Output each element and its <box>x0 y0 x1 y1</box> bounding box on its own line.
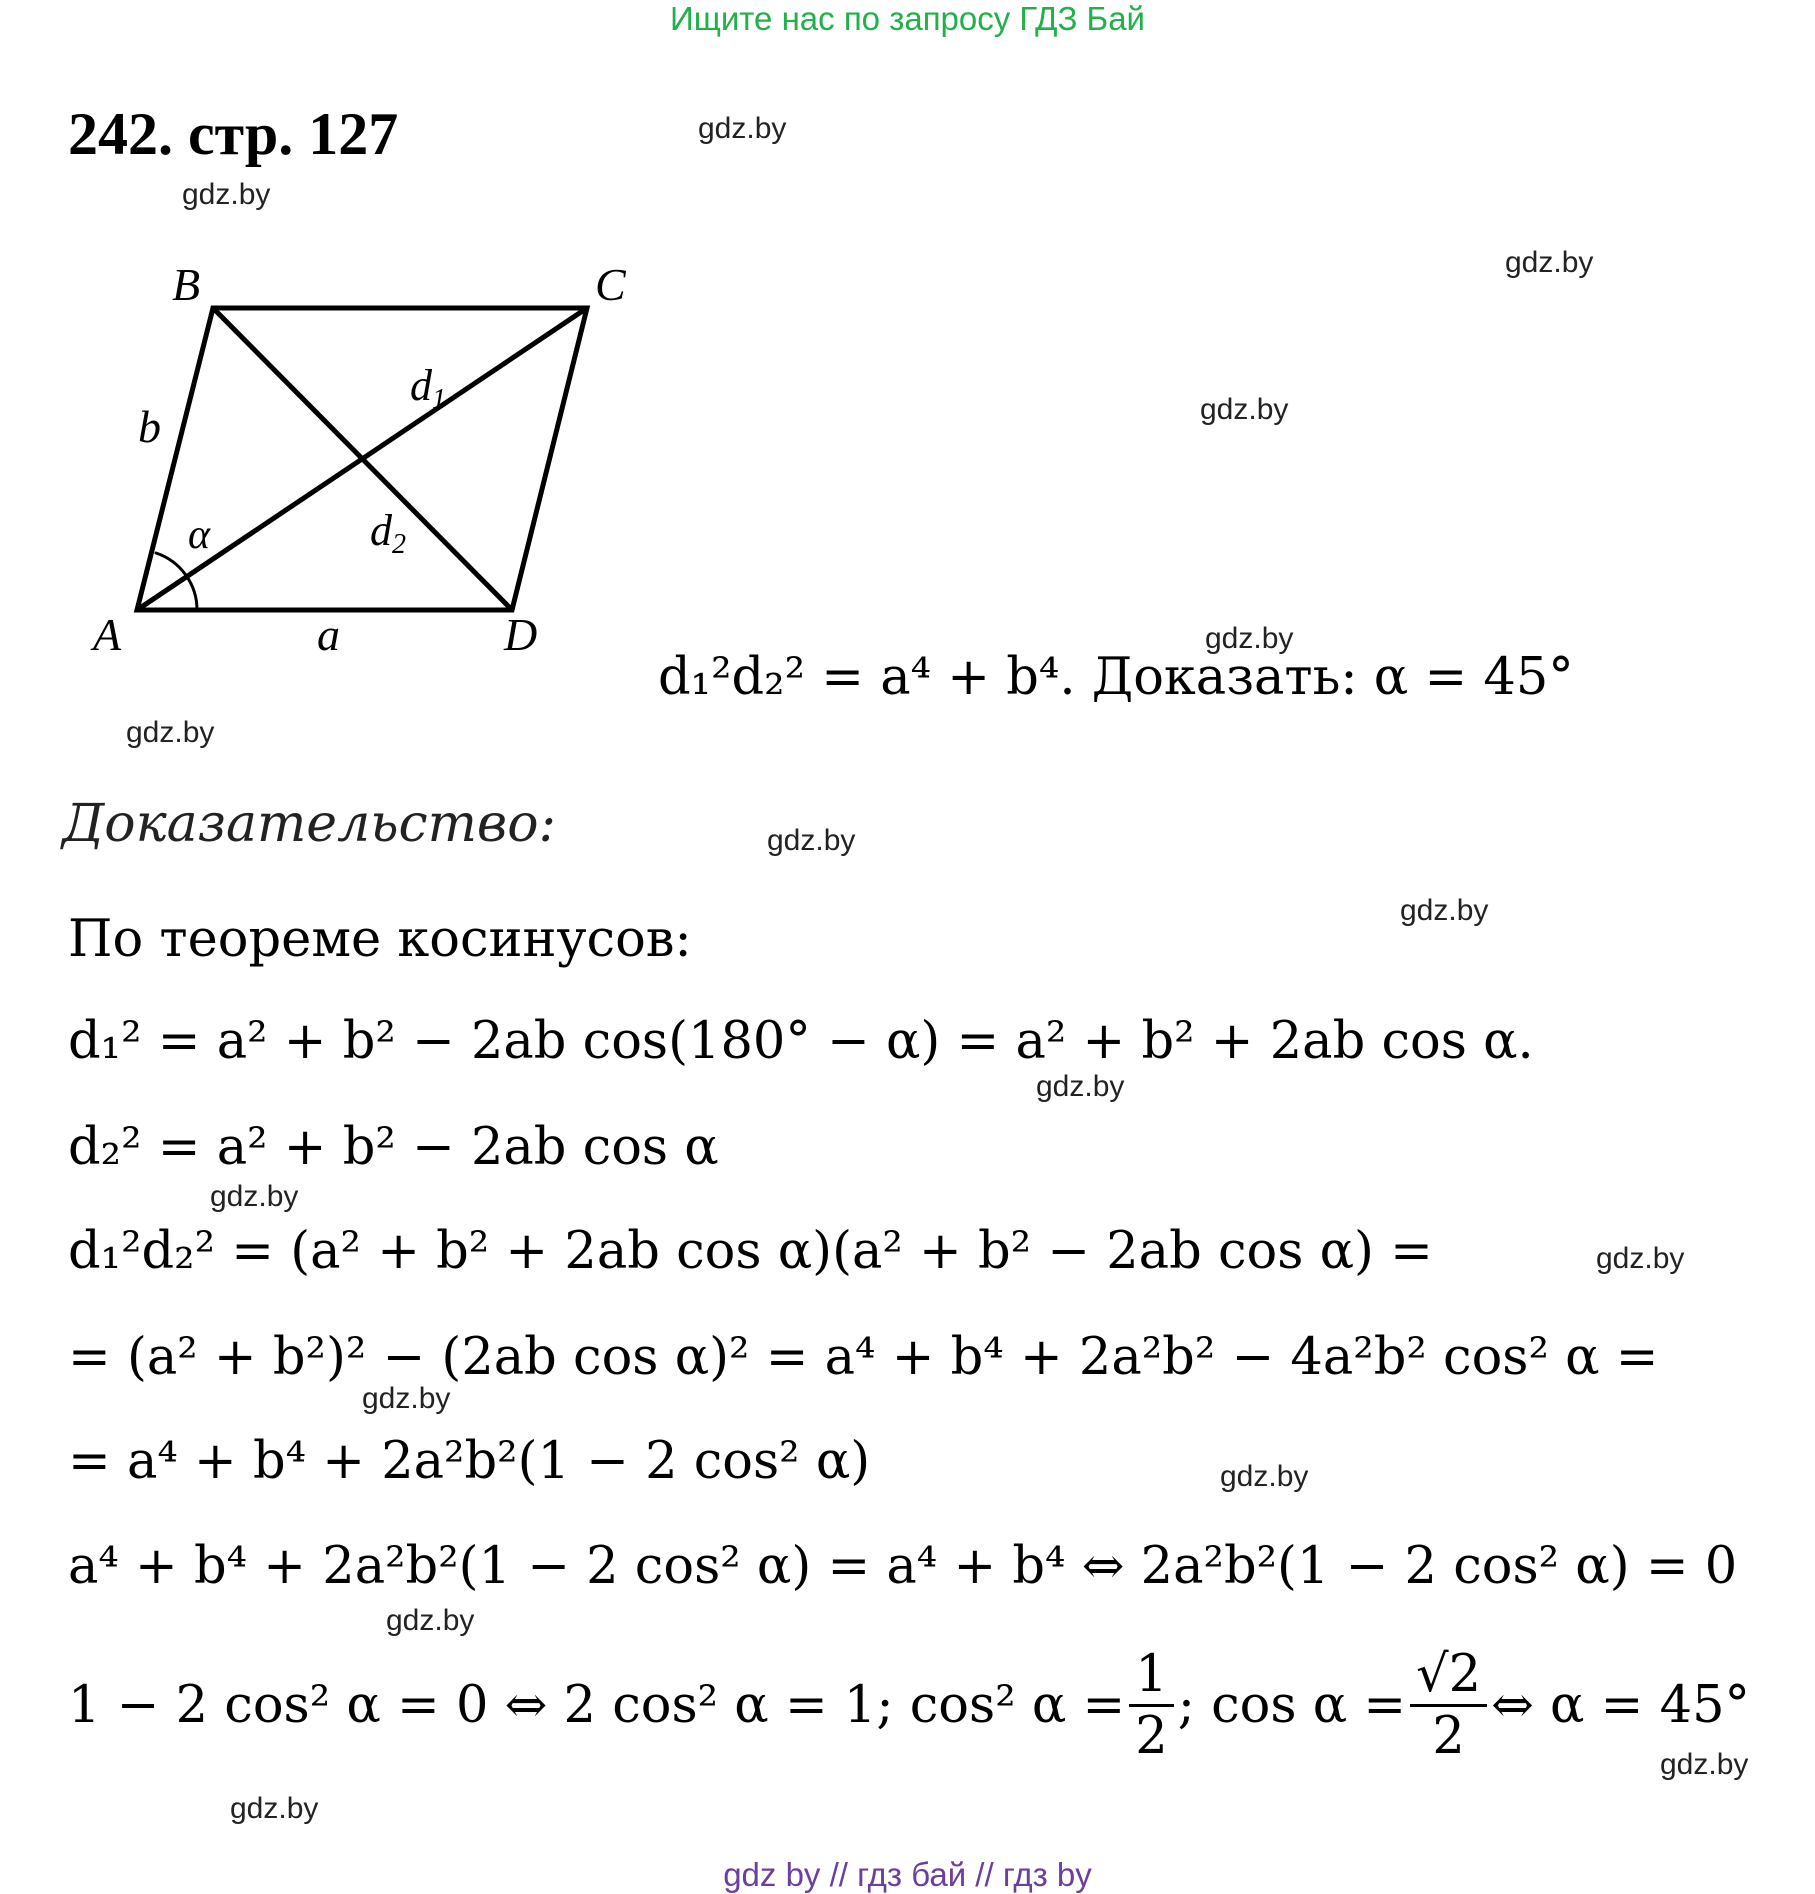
footer-links[interactable]: gdz by // гдз бай // гдз by <box>723 1856 1092 1893</box>
watermark: gdz.by <box>1400 894 1489 927</box>
equation-line-7 <box>68 1645 1750 1766</box>
problem-title: 242. стр. 127 <box>68 101 399 167</box>
fraction-root2-half-denominator: 2 <box>1432 1707 1465 1766</box>
equation-line-7-part2: ; cos α = <box>1177 1676 1407 1735</box>
watermark: gdz.by <box>1660 1748 1749 1781</box>
side-label-a: a <box>317 609 340 660</box>
watermark: gdz.by <box>362 1382 451 1415</box>
vertex-label-a: A <box>93 609 122 660</box>
watermark: gdz.by <box>1220 1460 1309 1493</box>
vertex-label-d: D <box>504 609 538 660</box>
fraction-one-half <box>1129 1645 1173 1766</box>
angle-label-alpha: α <box>188 512 211 558</box>
watermark: gdz.by <box>1036 1070 1125 1103</box>
watermark: gdz.by <box>1505 246 1594 279</box>
fraction-root2-half-numerator: √2 <box>1410 1645 1487 1707</box>
search-banner: Ищите нас по запросу ГДЗ Бай <box>670 0 1145 37</box>
diag1-label: d1 <box>410 361 446 415</box>
equation-line-4: = (a² + b²)² − (2ab cos α)² = a⁴ + b⁴ + 2a²b² − 4a²b² cos² α = <box>68 1328 1659 1387</box>
equation-line-2: d₂² = a² + b² − 2ab cos α <box>68 1118 719 1177</box>
watermark: gdz.by <box>1596 1242 1685 1275</box>
watermark: gdz.by <box>126 716 215 749</box>
side-label-b: b <box>138 401 161 452</box>
watermark: gdz.by <box>230 1792 319 1825</box>
equation-line-7-part1: 1 − 2 cos² α = 0 ⇔ 2 cos² α = 1; cos² α = <box>68 1676 1126 1735</box>
watermark: gdz.by <box>1200 393 1289 426</box>
fraction-one-half-denominator: 2 <box>1135 1707 1168 1766</box>
diag2-label: d2 <box>370 506 406 560</box>
watermark: gdz.by <box>182 178 271 211</box>
given-statement: d₁²d₂² = a⁴ + b⁴. Доказать: α = 45° <box>658 648 1574 707</box>
watermark: gdz.by <box>386 1604 475 1637</box>
proof-intro: По теореме косинусов: <box>68 910 692 969</box>
fraction-one-half-numerator: 1 <box>1129 1645 1173 1707</box>
watermark: gdz.by <box>698 112 787 145</box>
watermark: gdz.by <box>767 824 856 857</box>
watermark: gdz.by <box>210 1180 299 1213</box>
equation-line-1: d₁² = a² + b² − 2ab cos(180° − α) = a² + b² + 2ab cos α. <box>68 1012 1534 1071</box>
fraction-root2-half <box>1410 1645 1487 1766</box>
vertex-label-b: B <box>172 259 201 310</box>
equation-line-5: = a⁴ + b⁴ + 2a²b²(1 − 2 cos² α) <box>68 1432 871 1491</box>
equation-line-7-part3: ⇔ α = 45° <box>1491 1676 1751 1735</box>
equation-line-6: a⁴ + b⁴ + 2a²b²(1 − 2 cos² α) = a⁴ + b⁴ ⇔ 2a²b²(1 − 2 cos² α) = 0 <box>68 1537 1738 1596</box>
diagonal-d2 <box>213 308 512 610</box>
parallelogram-figure <box>80 250 650 670</box>
watermark: gdz.by <box>1205 622 1294 655</box>
proof-heading: Доказательство: <box>62 794 557 854</box>
equation-line-3: d₁²d₂² = (a² + b² + 2ab cos α)(a² + b² − 2ab cos α) = <box>68 1222 1433 1281</box>
vertex-label-c: C <box>595 259 626 310</box>
